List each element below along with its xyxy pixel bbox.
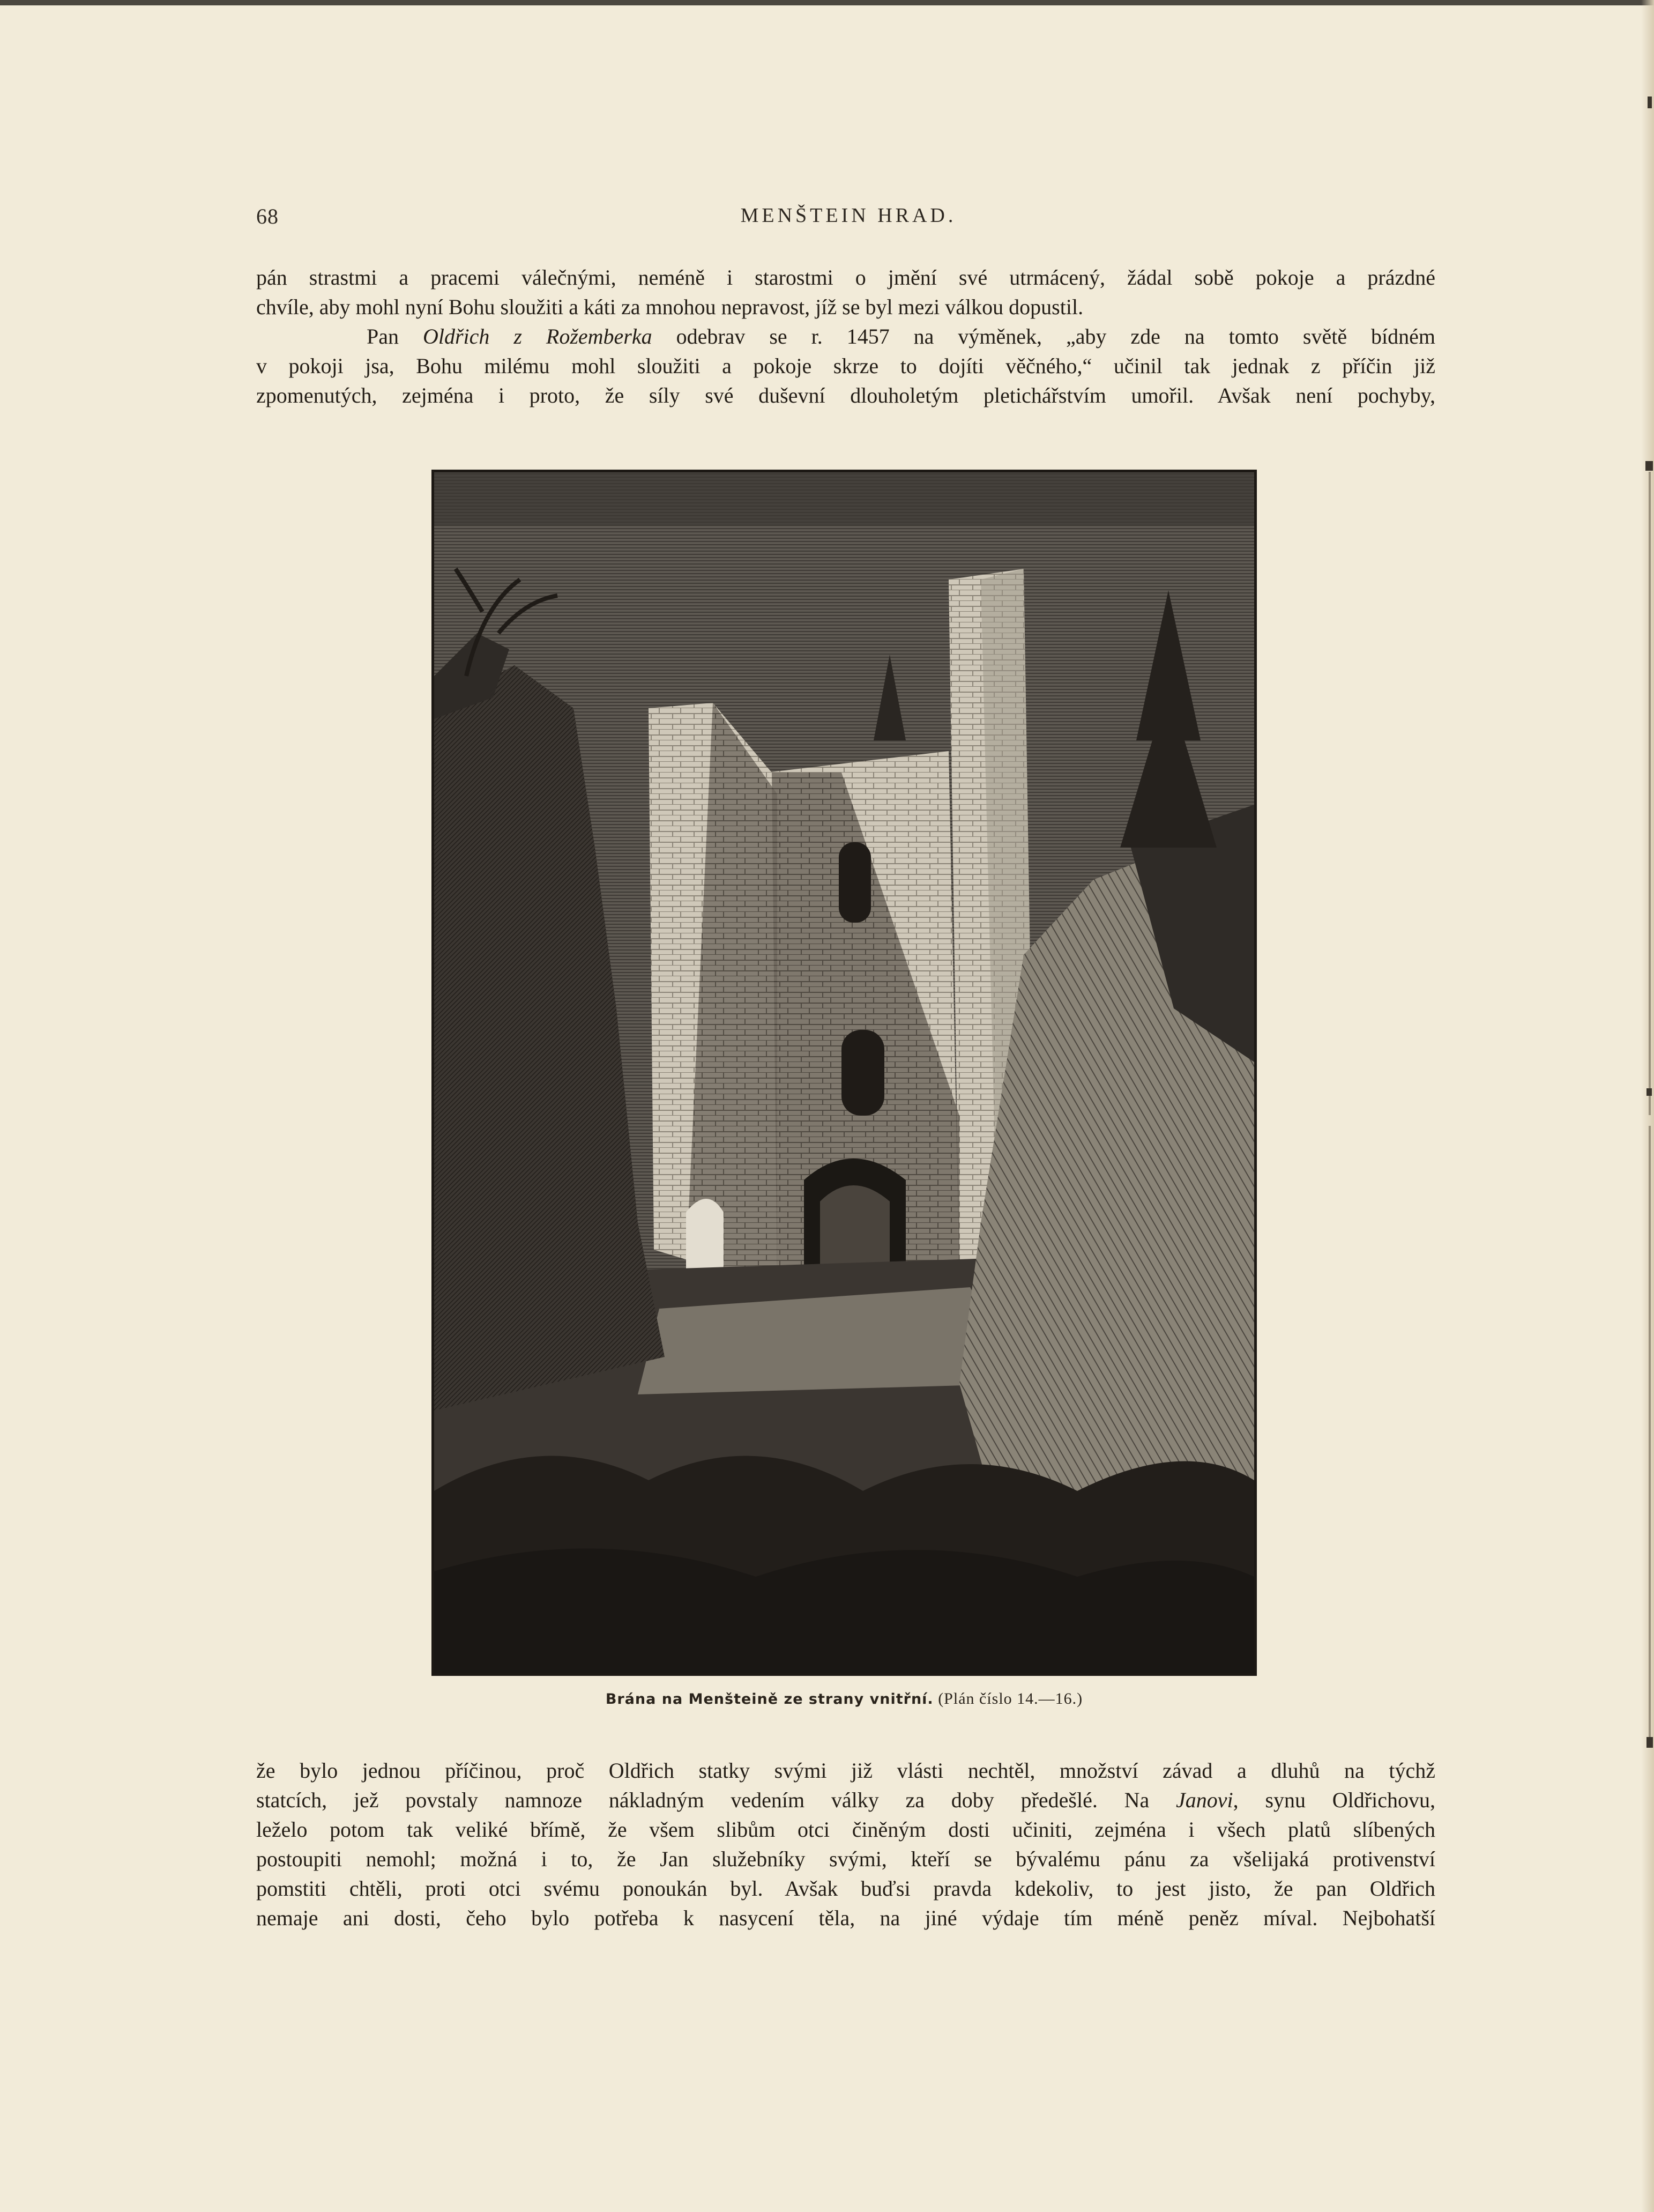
- person-name: Janovi: [1176, 1788, 1233, 1812]
- text-fragment: odebrav se r. 1457 na výměnek, „aby zde na tomto světě bídném: [652, 324, 1436, 348]
- text-line: zpomenutých, zejména i proto, že síly své duševní dlouholetým pletichářstvím umořil. Avšak není pochyby,: [256, 383, 1435, 407]
- text-line: že bylo jednou příčinou, proč Oldřich statky svými již vlásti nechtěl, množství závad a dluhů na týchž: [256, 1758, 1435, 1783]
- person-name: Oldřich z Rožemberka: [422, 324, 652, 348]
- top-paragraphs: [256, 263, 1435, 410]
- scan-top-edge: [0, 0, 1654, 5]
- binding-marks: [1633, 0, 1654, 2212]
- text-line: pán strastmi a pracemi válečnými, neméně i starostmi o jmění své utrmácený, žádal sobě pokoje a prázdné: [256, 265, 1435, 290]
- page-header: [256, 204, 1441, 231]
- page-number: 68: [256, 204, 279, 228]
- bottom-paragraphs: [256, 1756, 1435, 1933]
- text-line: [256, 1785, 1435, 1815]
- text-line: nemaje ani dosti, čeho bylo potřeba k nasycení těla, na jiné výdaje tím méně peněz míval. Nejbohatší: [256, 1906, 1435, 1930]
- engraving-illustration: [431, 470, 1257, 1676]
- text-line: postoupiti nemohl; možná i to, že Jan služebníky svými, kteří se bývalému pánu za všelijaká protivenství: [256, 1847, 1435, 1871]
- caption-reference: (Plán číslo 14.—16.): [933, 1690, 1083, 1708]
- text-fragment: , synu Oldřichovu,: [1233, 1788, 1435, 1812]
- text-line: leželo potom tak veliké břímě, že všem slibům otci činěným dosti učiniti, zejména i všech platů slíbených: [256, 1817, 1435, 1842]
- running-title: MENŠTEIN HRAD.: [740, 204, 957, 227]
- caption-title: Brána na Menšteině ze strany vnitřní.: [605, 1691, 934, 1708]
- text-fragment: Pan: [367, 324, 423, 348]
- text-line: pomstiti chtěli, proti otci svému ponoukán byl. Avšak buďsi pravda kdekoliv, to jest jisto, že pan Oldřich: [256, 1876, 1435, 1901]
- text-line: chvíle, aby mohl nyní Bohu sloužiti a káti za mnohou nepravost, jíž se byl mezi válkou dopustil.: [256, 295, 1084, 319]
- text-line: [256, 322, 1435, 351]
- castle-gate-engraving: [434, 472, 1254, 1673]
- figure-caption: [431, 1690, 1257, 1708]
- text-line: v pokoji jsa, Bohu milému mohl sloužiti a pokoje skrze to dojíti věčného,“ učinil tak jednak z příčin již: [256, 354, 1435, 378]
- text-fragment: statcích, jež povstaly namnoze nákladným vedením války za doby předešlé. Na: [256, 1788, 1176, 1812]
